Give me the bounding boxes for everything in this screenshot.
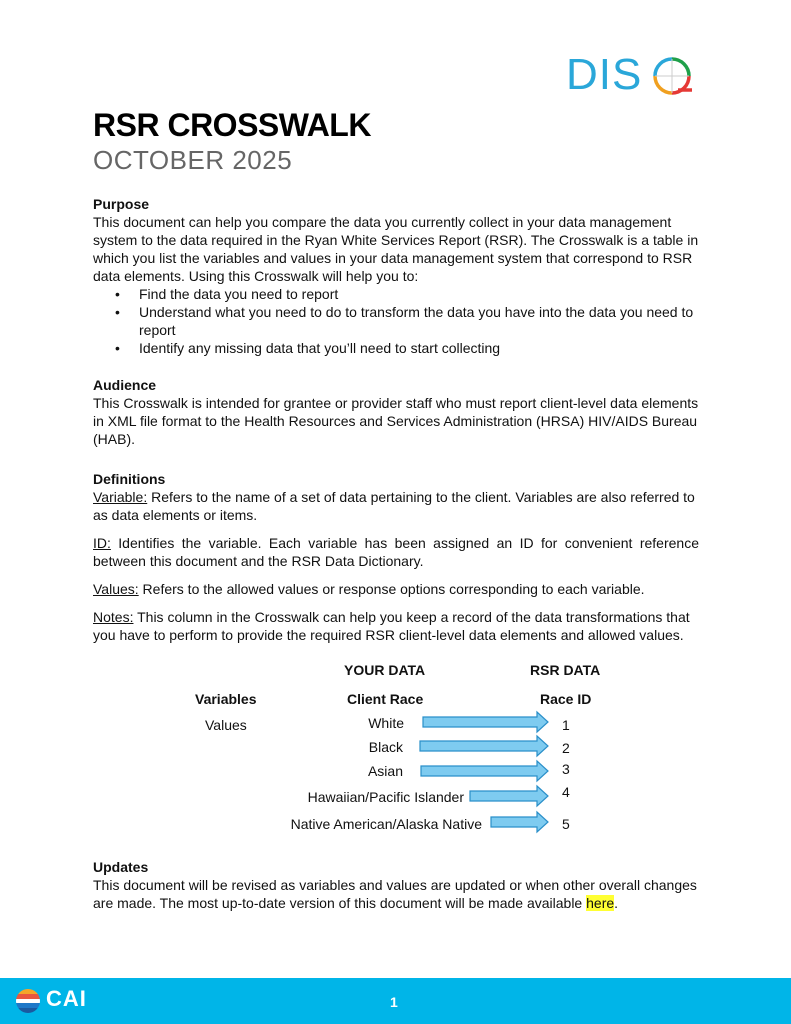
cai-brand: CAI: [46, 986, 87, 1011]
purpose-section: [93, 195, 699, 357]
your-variable: Client Race: [347, 691, 424, 707]
footer-bar: [0, 978, 791, 1024]
logo-letters: DIS: [566, 50, 643, 99]
definition-term: Variable:: [93, 489, 148, 505]
definition-term: Values:: [93, 581, 139, 597]
mapping-to: 2: [562, 740, 570, 756]
definition-text: This column in the Crosswalk can help you keep a record of the data transformations that you have to perform to provide the required RSR client-level data elements and allowed values.: [93, 609, 690, 643]
definition-id: [93, 534, 699, 570]
page-number: 1: [390, 994, 398, 1010]
updates-section: [93, 858, 699, 912]
logo-q-icon: [652, 56, 692, 96]
audience-body: This Crosswalk is intended for grantee or provider staff who must report client-level data elements in XML file format to the Health Resources and Services Administration (HRSA) HIV/AIDS Bureau (HAB).: [93, 395, 699, 447]
arrow-icon: [491, 812, 548, 832]
bullet-item: • Find the data you need to report: [115, 285, 699, 303]
audience-heading: Audience: [93, 377, 157, 393]
purpose-heading: Purpose: [93, 196, 150, 212]
page-title: RSR CROSSWALK: [93, 107, 371, 143]
definition-notes: [93, 608, 699, 644]
definitions-section: [93, 470, 699, 644]
mapping-from: Black: [368, 739, 403, 755]
definition-text: Identifies the variable. Each variable has been assigned an ID for convenient reference between this document and the RSR Data Dictionary.: [93, 535, 699, 569]
definition-term: Notes:: [93, 609, 134, 625]
definition-term: ID:: [93, 535, 111, 551]
cai-logo-icon: [14, 987, 42, 1015]
values-label: Values: [205, 717, 247, 733]
mapping-from: White: [368, 715, 404, 731]
rsr-variable: Race ID: [540, 691, 592, 707]
audience-section: [93, 376, 699, 448]
arrow-icon: [421, 761, 548, 781]
definition-text: Refers to the name of a set of data pertaining to the client. Variables are also referred to as data elements or items.: [93, 489, 695, 523]
definition-text: Refers to the allowed values or response options corresponding to each variable.: [138, 581, 645, 597]
your-data-header: YOUR DATA: [344, 662, 426, 678]
bullet-item: • Understand what you need to do to transform the data you have into the data you need to report: [115, 303, 699, 339]
disq-logo: [566, 50, 696, 100]
updates-text: This document will be revised as variables and values are updated or when other overall changes are made. The most up-to-date version of this document will be made available: [93, 877, 697, 911]
mapping-from: Native American/Alaska Native: [290, 816, 482, 832]
mapping-from: Asian: [367, 763, 403, 779]
rsr-data-header: RSR DATA: [530, 662, 601, 678]
arrow-icon: [423, 712, 548, 732]
mapping-to: 1: [562, 717, 570, 733]
purpose-bullets: [115, 285, 699, 357]
definitions-heading: Definitions: [93, 471, 166, 487]
arrow-icon: [470, 786, 548, 806]
updates-end: .: [614, 895, 619, 911]
page-subtitle: OCTOBER 2025: [93, 145, 293, 175]
purpose-body: This document can help you compare the data you currently collect in your data management system to the data required in the Ryan White Services Report (RSR). The Crosswalk is a table in which you list the variables and values in your data management system that correspond to RSR data elements. Using this Crosswalk will help you to:: [93, 214, 699, 284]
updates-body: [93, 876, 699, 912]
mapping-to: 5: [562, 816, 570, 832]
definition-variable: [93, 488, 699, 524]
mapping-to: 4: [562, 784, 570, 800]
definition-values: [93, 580, 699, 598]
mapping-to: 3: [562, 761, 570, 777]
variables-label: Variables: [195, 691, 257, 707]
updates-heading: Updates: [93, 859, 149, 875]
bullet-item: • Identify any missing data that you’ll need to start collecting: [115, 339, 699, 357]
mapping-from: Hawaiian/Pacific Islander: [307, 789, 464, 805]
arrow-icon: [420, 736, 548, 756]
updates-link[interactable]: here: [586, 895, 615, 911]
